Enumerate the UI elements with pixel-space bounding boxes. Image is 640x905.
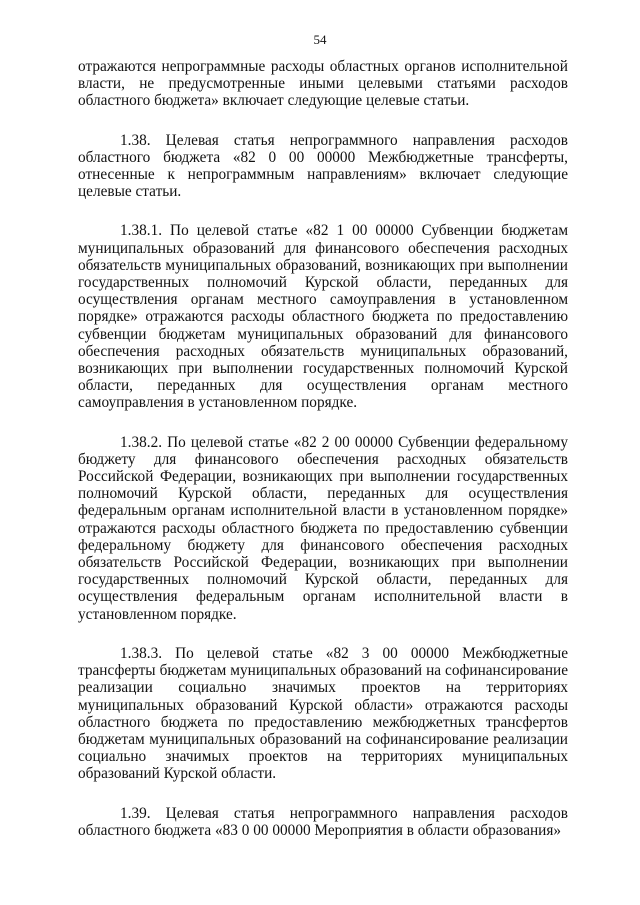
paragraph-1-38: 1.38. Целевая статья непрограммного направления расходов областного бюджета «82 0 00 00000 Межбюджетные трансферты, отнесенные к непрограммным направлениям» включает следующие целевые статьи.	[78, 131, 568, 201]
paragraph-1-38-3: 1.38.3. По целевой статье «82 3 00 00000 Межбюджетные трансферты бюджетам муниципальных образований на софинансирование реализации социально значимых проектов на территориях муниципальных образований Курской области» отражаются расходы областного бюджета по предоставлению межбюджетных трансфертов бюджетам муниципальных образований на софинансирование реализации социально значимых проектов на территориях муниципальных образований Курской области.	[78, 644, 568, 783]
document-body	[78, 58, 568, 839]
paragraph-1-38-2: 1.38.2. По целевой статье «82 2 00 00000 Субвенции федеральному бюджету для финансового обеспечения расходных обязательств Российской Федерации, возникающих при выполнении государственных полномочий Курской области, переданных для осуществления федеральным органам исполнительной власти в установленном порядке» отражаются расходы областного бюджета по предоставлению субвенции федеральному бюджету для финансового обеспечения расходных обязательств Российской Федерации, возникающих при выполнении государственных полномочий Курской области, переданных для осуществления федеральным органам исполнительной власти в установленном порядке.	[78, 433, 568, 623]
page-number: 54	[313, 32, 327, 47]
paragraph-continuation: отражаются непрограммные расходы областных органов исполнительной власти, не предусмотренные иными целевыми статьями расходов областного бюджета» включает следующие целевые статьи.	[78, 58, 568, 110]
paragraph-1-38-1: 1.38.1. По целевой статье «82 1 00 00000 Субвенции бюджетам муниципальных образований для финансового обеспечения расходных обязательств муниципальных образований, возникающих при выполнении государственных полномочий Курской области, переданных для осуществления органам местного самоуправления в установленном порядке» отражаются расходы областного бюджета по предоставлению субвенции бюджетам муниципальных образований для финансового обеспечения расходных обязательств муниципальных образований, возникающих при выполнении государственных полномочий Курской области, переданных для осуществления органам местного самоуправления в установленном порядке.	[78, 222, 568, 412]
paragraph-1-39: 1.39. Целевая статья непрограммного направления расходов областного бюджета «83 0 00 00000 Мероприятия в области образования»	[78, 804, 568, 839]
